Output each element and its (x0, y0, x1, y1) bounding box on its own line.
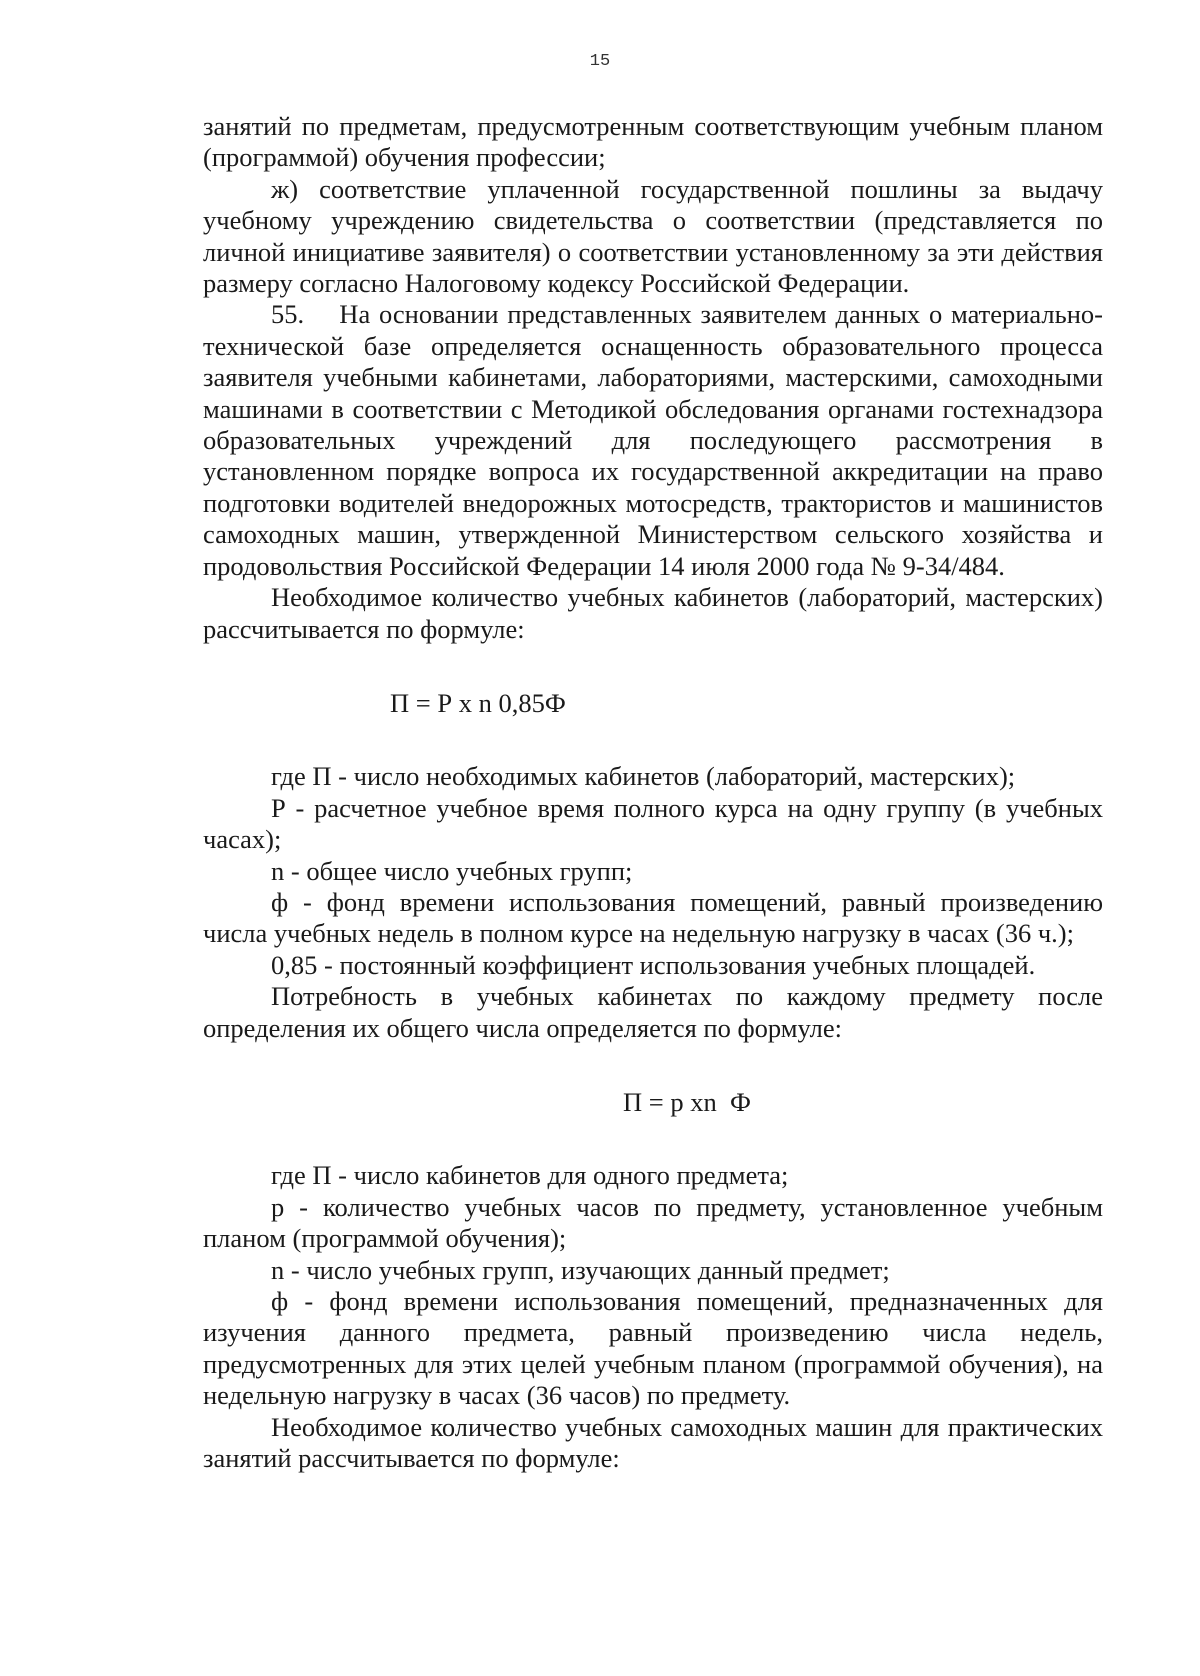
paragraph-classrooms-intro: Необходимое количество учебных кабинетов (лабораторий, мастерских) рассчитывается по формуле: (203, 582, 1103, 644)
definition-p: где П - число необходимых кабинетов (лабораторий, мастерских); (271, 761, 1016, 792)
definition-n-groups: n - число учебных групп, изучающих данный предмет; (271, 1254, 890, 1285)
paragraph-continuation: занятий по предметам, предусмотренным соответствующим учебным планом (программой) обучения профессии; (203, 111, 1103, 173)
paragraph-per-subject-intro: Потребность в учебных кабинетах по каждому предмету после определения их общего числа определяется по формуле: (203, 981, 1103, 1043)
paragraph-machines-intro: Необходимое количество учебных самоходных машин для практических занятий рассчитывается по формуле: (203, 1411, 1103, 1474)
page-number: 15 (589, 52, 611, 71)
paragraph-item-zh: ж) соответствие уплаченной государственной пошлины за выдачу учебному учреждению свидетельства о соответствии (представляется по личной инициативе заявителя) о соответствии установленному за эти действия размеру согласно Налоговому кодексу Российской Федерации. (203, 173, 1103, 299)
definition-p-subject: где П - число кабинетов для одного предмета; (271, 1160, 789, 1191)
definition-n: n - общее число учебных групп; (271, 855, 633, 886)
definition-f: ф - фонд времени использования помещений, равный произведению числа учебных недель в полном курсе на недельную нагрузку в часах (36 ч.); (203, 886, 1103, 949)
paragraph-55: 55. На основании представленных заявителем данных о материально-технической базе определяется оснащенность образовательного процесса заявителя учебными кабинетами, лабораториями, мастерскими, самоходными машинами в соответствии с Методикой обследования органами гостехнадзора образовательных учреждений для последующего рассмотрения в установленном порядке вопроса их государственной аккредитации на право подготовки водителей внедорожных мотосредств, трактористов и машинистов самоходных машин, утвержденной Министерством сельского хозяйства и продовольствия Российской Федерации 14 июля 2000 года № 9-34/484. (203, 299, 1110, 581)
formula-per-subject: П = р хn Ф (623, 1086, 751, 1117)
definition-r-hours: р - количество учебных часов по предмету, установленное учебным планом (программой обучения); (203, 1191, 1103, 1254)
definition-f-subject: ф - фонд времени использования помещений, предназначенных для изучения данного предмета, равный произведению числа недель, предусмотренных для этих целей учебным планом (программой обучения), на недельную нагрузку в часах (36 часов) по предмету. (203, 1286, 1103, 1411)
formula-total-classrooms: П = Р х n 0,85Ф (390, 687, 566, 718)
document-body (203, 111, 1110, 1474)
definition-r: Р - расчетное учебное время полного курса на одну группу (в учебных часах); (203, 792, 1103, 855)
definition-coefficient: 0,85 - постоянный коэффициент использования учебных площадей. (271, 949, 1036, 980)
